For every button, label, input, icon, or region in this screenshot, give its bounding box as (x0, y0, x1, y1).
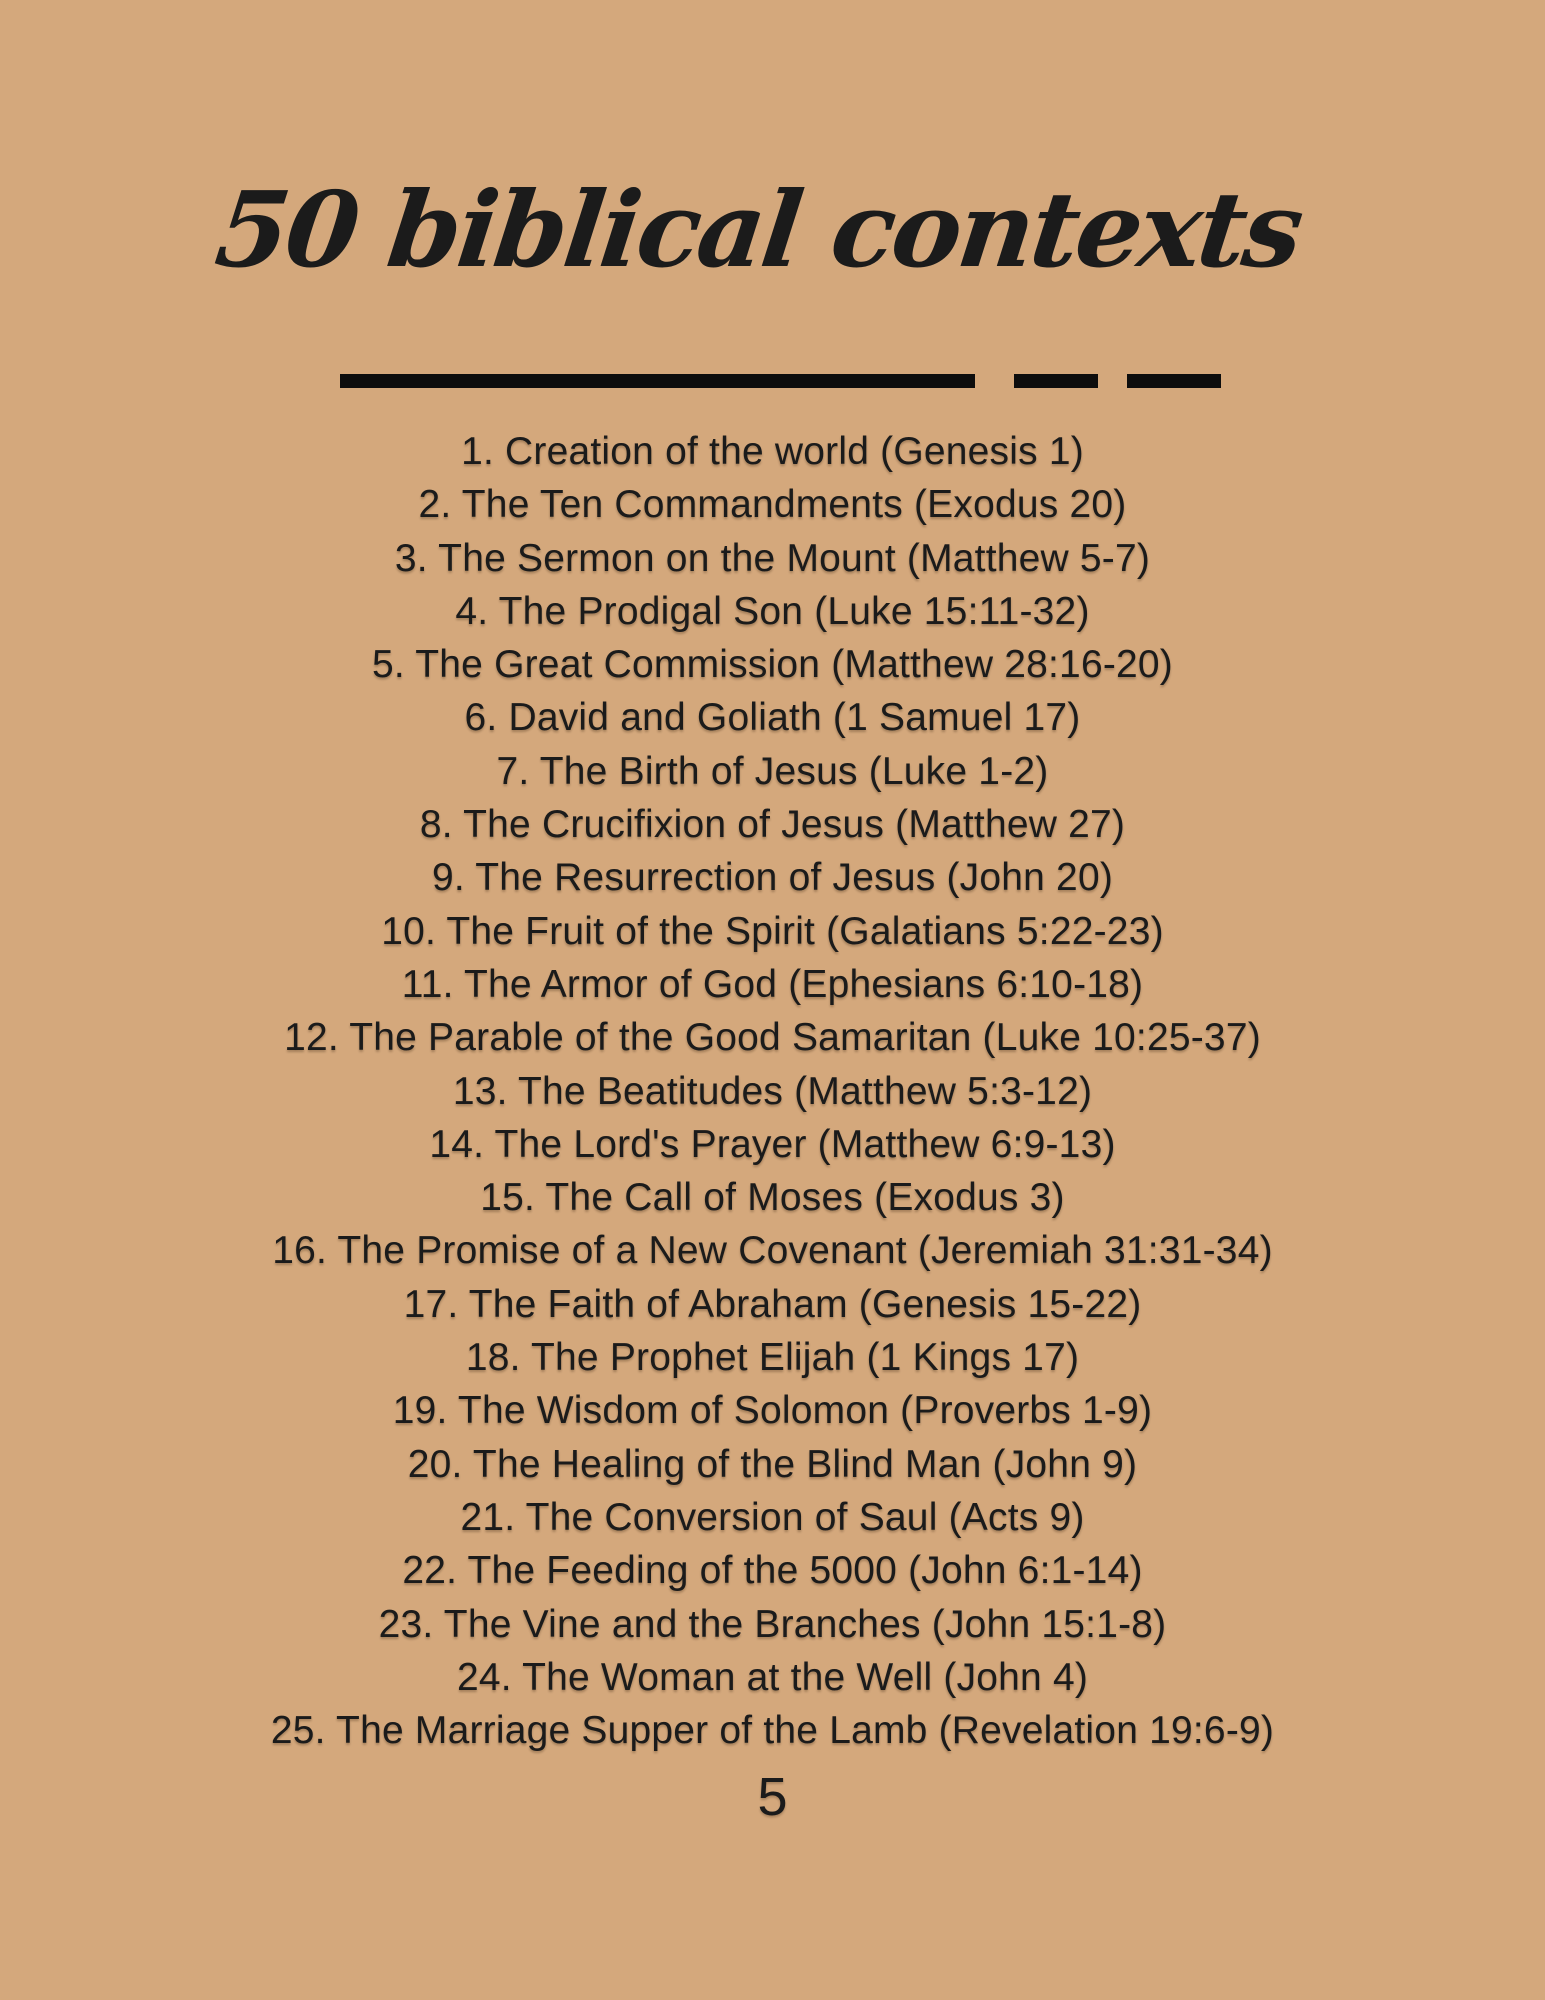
list-item: 7. The Birth of Jesus (Luke 1-2) (496, 749, 1049, 793)
list-item: 10. The Fruit of the Spirit (Galatians 5:22-23) (381, 909, 1164, 953)
list-item: 20. The Healing of the Blind Man (John 9) (407, 1442, 1138, 1486)
title-underline (340, 374, 1221, 388)
list-item: 11. The Armor of God (Ephesians 6:10-18) (401, 962, 1144, 1006)
list-item: 25. The Marriage Supper of the Lamb (Revelation 19:6-9) (270, 1709, 1275, 1753)
list-item: 24. The Woman at the Well (John 4) (456, 1655, 1089, 1699)
title-block (0, 168, 1545, 291)
list-item: 2. The Ten Commandments (Exodus 20) (418, 483, 1127, 527)
list-item: 5. The Great Commission (Matthew 28:16-20) (371, 643, 1173, 687)
list-item: 13. The Beatitudes (Matthew 5:3-12) (452, 1069, 1093, 1113)
list-item: 3. The Sermon on the Mount (Matthew 5-7) (394, 536, 1151, 580)
list-item: 23. The Vine and the Branches (John 15:1-8) (378, 1602, 1167, 1646)
list-item: 17. The Faith of Abraham (Genesis 15-22) (403, 1282, 1142, 1326)
list-item: 9. The Resurrection of Jesus (John 20) (431, 856, 1114, 900)
list-item: 4. The Prodigal Son (Luke 15:11-32) (455, 589, 1090, 633)
list-item: 18. The Prophet Elijah (1 Kings 17) (465, 1336, 1080, 1380)
list-item: 21. The Conversion of Saul (Acts 9) (460, 1495, 1085, 1539)
list-item: 22. The Feeding of the 5000 (John 6:1-14) (402, 1549, 1143, 1593)
list-item: 1. Creation of the world (Genesis 1) (461, 430, 1084, 473)
list-item: 19. The Wisdom of Solomon (Proverbs 1-9) (392, 1389, 1153, 1433)
page-title: 50 biblical contexts (209, 168, 1308, 291)
biblical-contexts-list (0, 425, 1545, 1757)
page-number: 5 (757, 1767, 788, 1827)
list-item: 8. The Crucifixion of Jesus (Matthew 27) (419, 803, 1126, 847)
underline-segment (1127, 374, 1221, 388)
list-item: 15. The Call of Moses (Exodus 3) (480, 1176, 1065, 1220)
list-item: 6. David and Goliath (1 Samuel 17) (464, 696, 1081, 740)
underline-segment (1014, 374, 1098, 388)
list-item: 16. The Promise of a New Covenant (Jeremiah 31:31-34) (272, 1229, 1273, 1273)
list-item: 14. The Lord's Prayer (Matthew 6:9-13) (429, 1122, 1116, 1166)
underline-segment (340, 374, 975, 388)
list-item: 12. The Parable of the Good Samaritan (Luke 10:25-37) (284, 1016, 1261, 1060)
